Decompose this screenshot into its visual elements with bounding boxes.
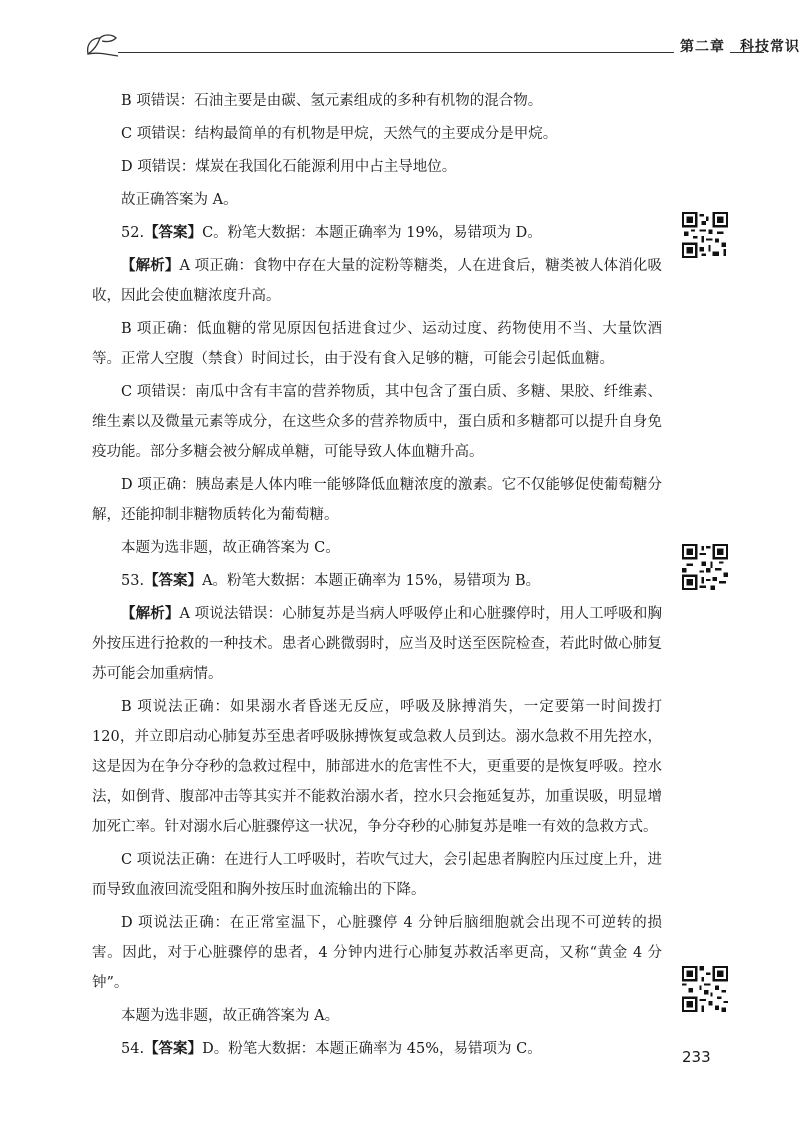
page-header (84, 28, 800, 68)
paragraph: C 项说法正确：在进行人工呼吸时，若吹气过大，会引起患者胸腔内压过度上升，进而导致血液回流受阻和胸外按压时血流输出的下降。 (92, 852, 662, 898)
paragraph: B 项说法正确：如果溺水者昏迷无反应，呼吸及脉搏消失，一定要第一时间拨打 120，并立即启动心肺复苏至患者呼吸脉搏恢复或急救人员到达。溺水急救不用先控水，这是因为在争分夺秒的急救过程中，肺部进水的危害性不大，更重要的是恢复呼吸。控水法，如倒背、腹部冲击等其实并不能救治溺水者，控水只会拖延复苏，加重误吸，明显增加死亡率。针对溺水后心脏骤停这一状况，争分夺秒的心肺复苏是唯一有效的急救方式。 (92, 699, 662, 835)
paragraph: B 项错误：石油主要是由碳、氢元素组成的多种有机物的混合物。 (121, 93, 543, 109)
qr-code-icon[interactable] (682, 966, 728, 1012)
answer-line-53: 53.【答案】A。粉笔大数据：本题正确率为 15%，易错项为 B。 (121, 572, 541, 589)
answer-line-54: 54.【答案】D。粉笔大数据：本题正确率为 45%，易错项为 C。 (121, 1040, 542, 1057)
page-number: 233 (682, 1048, 711, 1066)
paragraph: D 项说法正确：在正常室温下，心脏骤停 4 分钟后脑细胞就会出现不可逆转的损害。因此，对于心脏骤停的患者，4 分钟内进行心肺复苏救活率更高，又称“黄金 4 分钟”。 (92, 915, 662, 991)
paragraph: 故正确答案为 A。 (121, 192, 238, 208)
paragraph: 本题为选非题，故正确答案为 A。 (121, 1008, 340, 1024)
paragraph: D 项正确：胰岛素是人体内唯一能够降低血糖浓度的激素。它不仅能够促使葡萄糖分解，还能抑制非糖物质转化为葡萄糖。 (92, 477, 662, 523)
paragraph: C 项错误：结构最简单的有机物是甲烷，天然气的主要成分是甲烷。 (121, 126, 558, 142)
analysis-paragraph: 【解析】A 项说法错误：心肺复苏是当病人呼吸停止和心脏骤停时，用人工呼吸和胸外按压进行抢救的一种技术。患者心跳微弱时，应当及时送至医院检查，若此时做心肺复苏可能会加重病情。 (92, 605, 663, 682)
qr-code-icon[interactable] (682, 212, 728, 258)
header-rule-right (730, 52, 764, 53)
page-body (92, 86, 662, 1067)
paragraph: D 项错误：煤炭在我国化石能源利用中占主导地位。 (121, 159, 457, 175)
paragraph: C 项错误：南瓜中含有丰富的营养物质，其中包含了蛋白质、多糖、果胶、纤维素、维生素以及微量元素等成分，在这些众多的营养物质中，蛋白质和多糖都可以提升自身免疫功能。部分多糖会被分解成单糖，可能导致人体血糖升高。 (92, 384, 662, 460)
paragraph: B 项正确：低血糖的常见原因包括进食过少、运动过度、药物使用不当、大量饮酒等。正常人空腹（禁食）时间过长，由于没有食入足够的糖，可能会引起低血糖。 (92, 321, 662, 367)
paragraph: 本题为选非题，故正确答案为 C。 (121, 540, 340, 556)
answer-line-52: 52.【答案】C。粉笔大数据：本题正确率为 19%，易错项为 D。 (121, 224, 542, 241)
header-rule (118, 52, 674, 53)
analysis-paragraph: 【解析】A 项正确：食物中存在大量的淀粉等糖类，人在进食后，糖类被人体消化吸收，因此会使血糖浓度升高。 (92, 257, 663, 304)
chapter-title: 第二章 科技常识 (680, 39, 800, 55)
qr-code-icon[interactable] (682, 544, 728, 590)
leaf-sprout-icon (84, 32, 120, 60)
